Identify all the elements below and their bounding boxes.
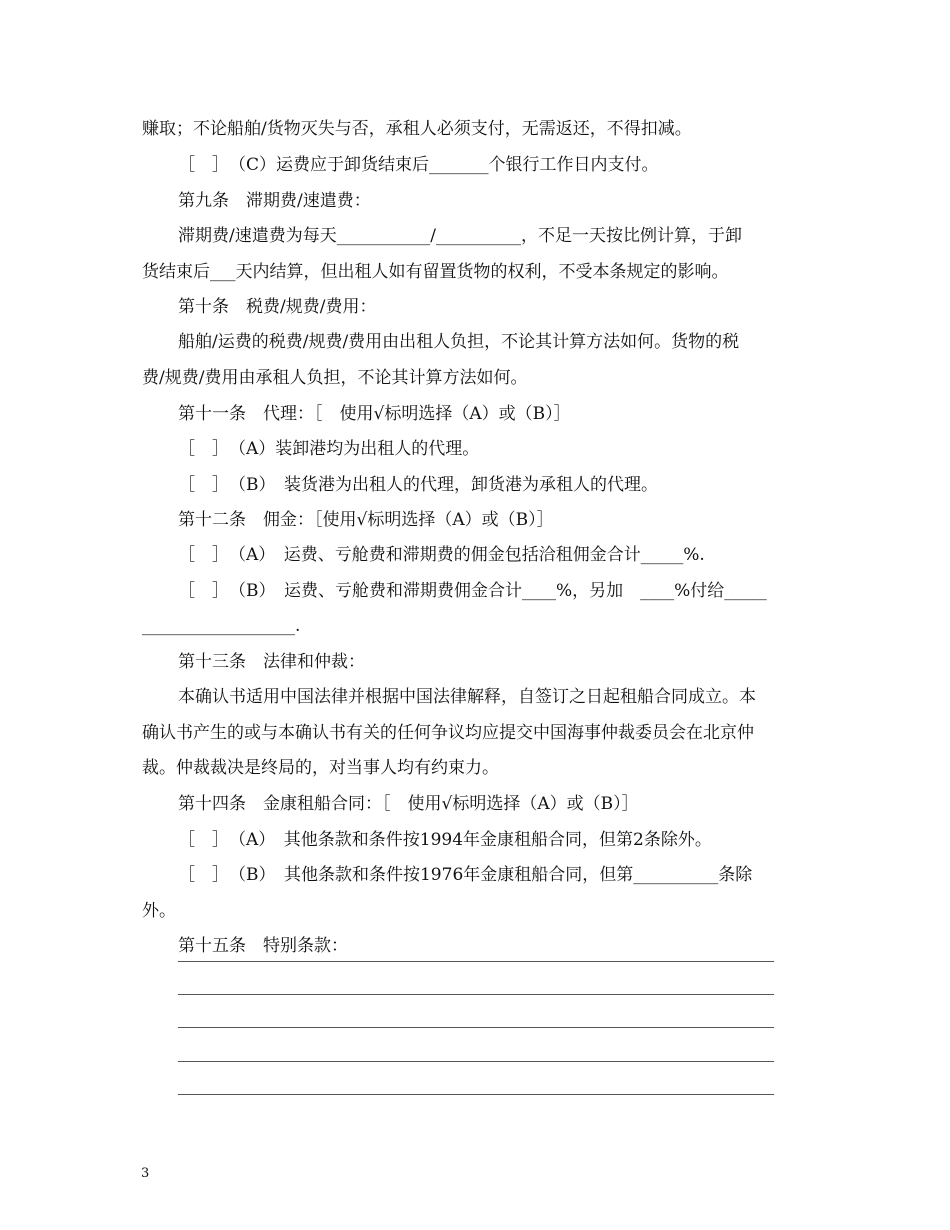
text-line: 确认书产生的或与本确认书有关的任何争议均应提交中国海事仲裁委员会在北京仲 [142, 723, 754, 743]
text-line: __________________. [142, 616, 301, 636]
option-line: ［ ］ （B） 运费、亏舱费和滞期费佣金合计____%，另加 ____%付给_____ [178, 581, 767, 601]
text-line: 裁。仲裁裁决是终局的，对当事人均有约束力。 [142, 758, 499, 778]
option-line: ［ ］ （B） 装货港为出租人的代理，卸货港为承租人的代理。 [178, 475, 658, 495]
text-line: 本确认书适用中国法律并根据中国法律解释，自签订之日起租船合同成立。本 [178, 687, 756, 707]
blank-line [178, 1061, 774, 1062]
text-line: 赚取；不论船舶/货物灭失与否，承租人必须支付，无需返还，不得扣减。 [142, 119, 692, 139]
article-heading: 第九条 滞期费/速遣费： [178, 191, 371, 211]
option-line: ［ ］ （A） 运费、亏舱费和滞期费的佣金包括洽租佣金合计_____%. [178, 545, 705, 565]
page-number: 3 [141, 1166, 150, 1181]
option-line: ［ ］ （A）装卸港均为出租人的代理。 [178, 439, 480, 459]
blank-line [178, 1094, 774, 1095]
article-heading: 第十四条 金康租船合同：［ 使用√标明选择（A）或（B）］ [178, 794, 639, 814]
article-heading: 第十一条 代理：［ 使用√标明选择（A）或（B）］ [178, 404, 571, 424]
option-line: ［ ］ （B） 其他条款和条件按1976年金康租船合同，但第__________条除 [178, 865, 753, 885]
article-heading: 第十条 税费/规费/费用： [178, 297, 377, 317]
option-line: ［ ］ （A） 其他条款和条件按1994年金康租船合同，但第2条除外。 [178, 830, 712, 850]
text-line: 货结束后___天内结算，但出租人如有留置货物的权利，不受本条规定的影响。 [142, 262, 729, 282]
article-heading: 第十二条 佣金：［使用√标明选择（A）或（B）］ [178, 510, 554, 530]
text-line: 费/规费/费用由承租人负担，不论其计算方法如何。 [142, 368, 528, 388]
blank-line [178, 994, 774, 995]
blank-line [178, 1027, 774, 1028]
blank-line [178, 961, 774, 962]
article-heading: 第十五条 特别条款： [178, 936, 348, 956]
text-line: 滞期费/速遣费为每天___________/__________，不足一天按比例计算，于卸 [178, 226, 742, 246]
option-line: ［ ］ （C）运费应于卸货结束后_______个银行工作日内支付。 [178, 155, 659, 175]
text-line: 外。 [142, 901, 176, 921]
article-heading: 第十三条 法律和仲裁： [178, 652, 365, 672]
text-line: 船舶/运费的税费/规费/费用由出租人负担，不论其计算方法如何。货物的税 [178, 332, 740, 352]
